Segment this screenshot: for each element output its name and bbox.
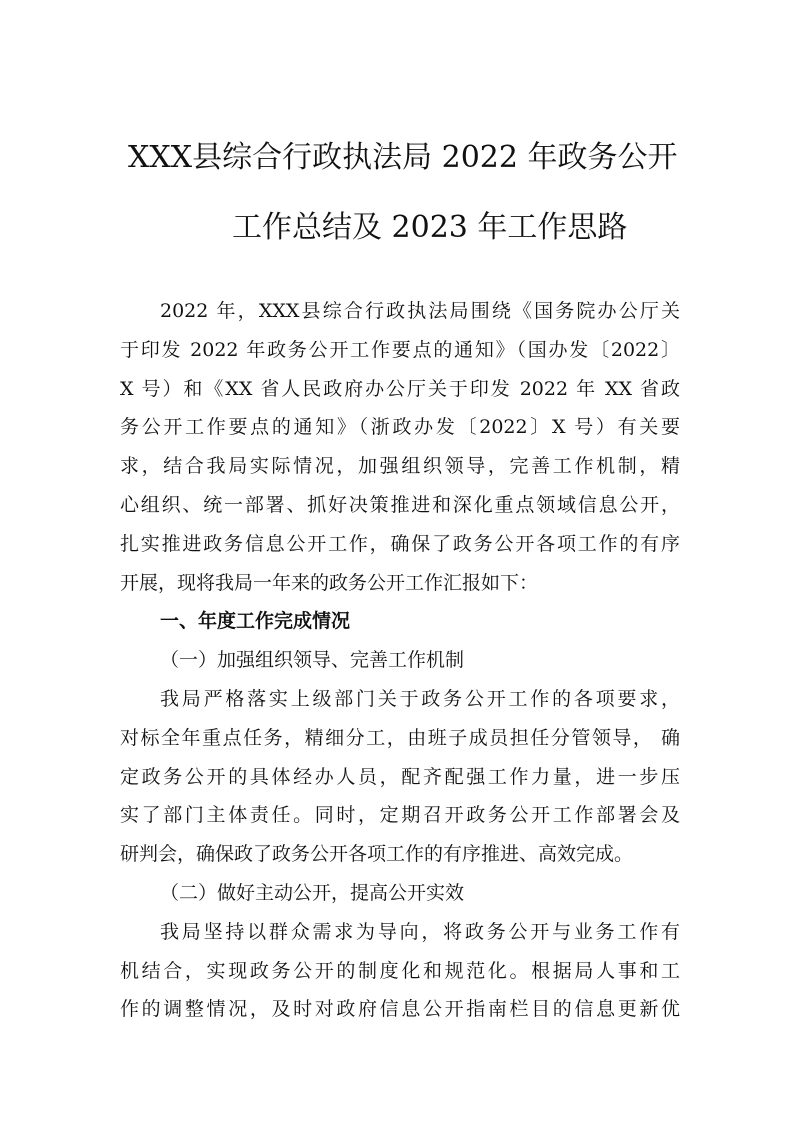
section-2-heading: （二）做好主动公开，提高公开实效 — [160, 881, 465, 904]
section-2-line: 机结合，实现政务公开的制度化和规范化。根据局人事和工 — [120, 959, 680, 982]
intro-line: 务公开工作要点的通知》（浙政办发〔2022〕X 号）有关要 — [120, 416, 680, 439]
document-body — [120, 292, 680, 1029]
intro-line: 扎实推进政务信息公开工作，确保了政务公开各项工作的有序 — [120, 532, 680, 555]
heading-annual-work: 一、年度工作完成情况 — [160, 610, 351, 633]
section-1-line: 我局严格落实上级部门关于政务公开工作的各项要求， — [160, 687, 680, 710]
intro-line: 2022 年，XXX县综合行政执法局围绕《国务院办公厅关 — [160, 300, 680, 322]
section-2-line: 作的调整情况，及时对政府信息公开指南栏目的信息更新优 — [120, 998, 680, 1021]
document-title-line-2: 工作总结及 2023 年工作思路 — [232, 210, 628, 245]
section-1-line: 对标全年重点任务，精细分工，由班子成员担任分管领导， 确 — [120, 726, 680, 749]
section-1-line: 研判会，确保政了政务公开各项工作的有序推进、高效完成。 — [120, 843, 634, 866]
intro-line: 于印发 2022 年政务公开工作要点的通知》（国办发〔2022〕 — [120, 338, 680, 361]
section-1-heading: （一）加强组织领导、完善工作机制 — [160, 649, 465, 672]
intro-line: X 号）和《XX 省人民政府办公厅关于印发 2022 年 XX 省政 — [120, 377, 680, 400]
section-1-line: 定政务公开的具体经办人员，配齐配强工作力量，进一步压 — [120, 765, 680, 788]
section-2-line: 我局坚持以群众需求为导向，将政务公开与业务工作有 — [160, 920, 680, 943]
intro-line: 心组织、统一部署、抓好决策推进和深化重点领域信息公开， — [120, 493, 680, 516]
document-title-line-1: XXX县综合行政执法局 2022 年政务公开 — [128, 140, 678, 175]
section-1-line: 实了部门主体责任。同时，定期召开政务公开工作部署会及 — [120, 804, 680, 827]
intro-line: 求，结合我局实际情况，加强组织领导，完善工作机制，精 — [120, 455, 680, 478]
intro-line: 开展，现将我局一年来的政务公开工作汇报如下： — [120, 571, 539, 594]
